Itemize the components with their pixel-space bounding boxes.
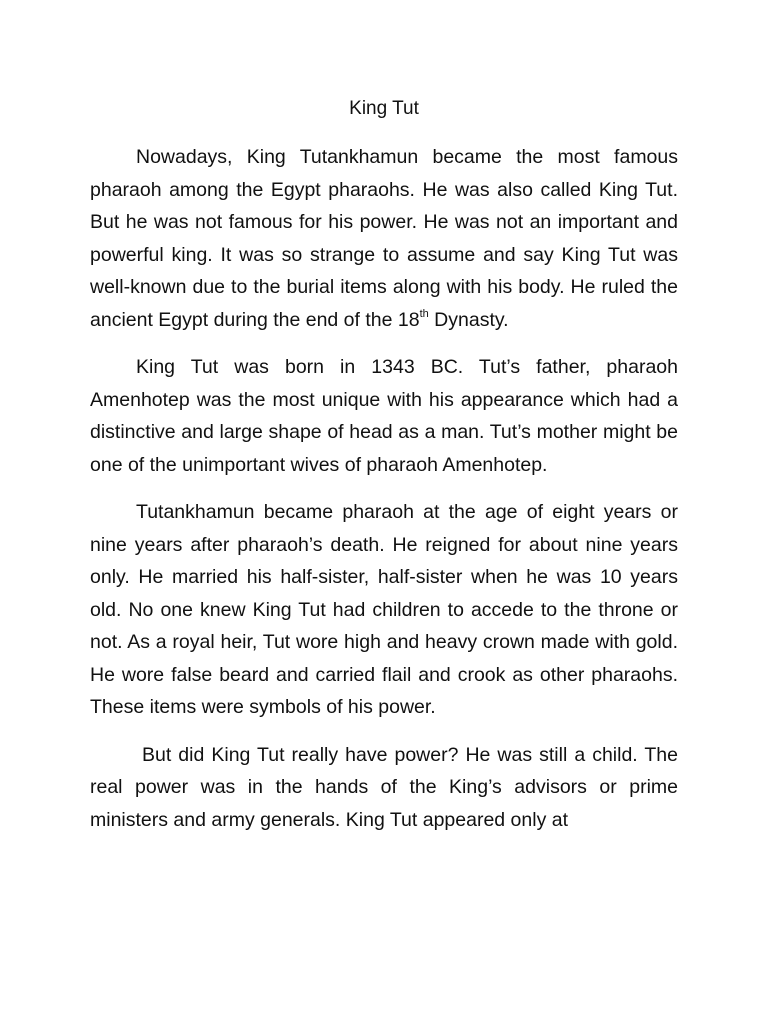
paragraph-4: But did King Tut really have power? He was still a child. The real power was in the hands of the King’s advisors or prime ministers and army generals. King Tut appeared only at <box>90 743 678 831</box>
paragraph-3: Tutankhamun became pharaoh at the age of eight years or nine years after pharaoh’s death. He reigned for about nine years only. He married his half-sister, half-sister when he was 10 years old. No one knew King Tut had children to accede to the throne or not. As a royal heir, Tut wore high and heavy crown made with gold. He wore false beard and carried flail and crook as other pharaohs. These items were symbols of his power. <box>90 501 678 718</box>
ordinal-superscript: th <box>419 307 429 320</box>
paragraph-1-text-end: Dynasty. <box>428 308 509 331</box>
document-title: King Tut <box>349 98 419 119</box>
paragraph-1-text: Nowadays, King Tutankhamun became the most famous pharaoh among the Egypt pharaohs. He was also called King Tut. But he was not famous for his power. He was not an important and powerful king. It was so strange to assume and say King Tut was well-known due to the burial items along with his body. He ruled the ancient Egypt during the end of the 18 <box>90 146 678 331</box>
paragraph-2: King Tut was born in 1343 BC. Tut’s father, pharaoh Amenhotep was the most unique with his appearance which had a distinctive and large shape of head as a man. Tut’s mother might be one of the unimportant wives of pharaoh Amenhotep. <box>90 356 678 476</box>
paragraph-1 <box>90 141 678 336</box>
document-body <box>90 141 678 851</box>
